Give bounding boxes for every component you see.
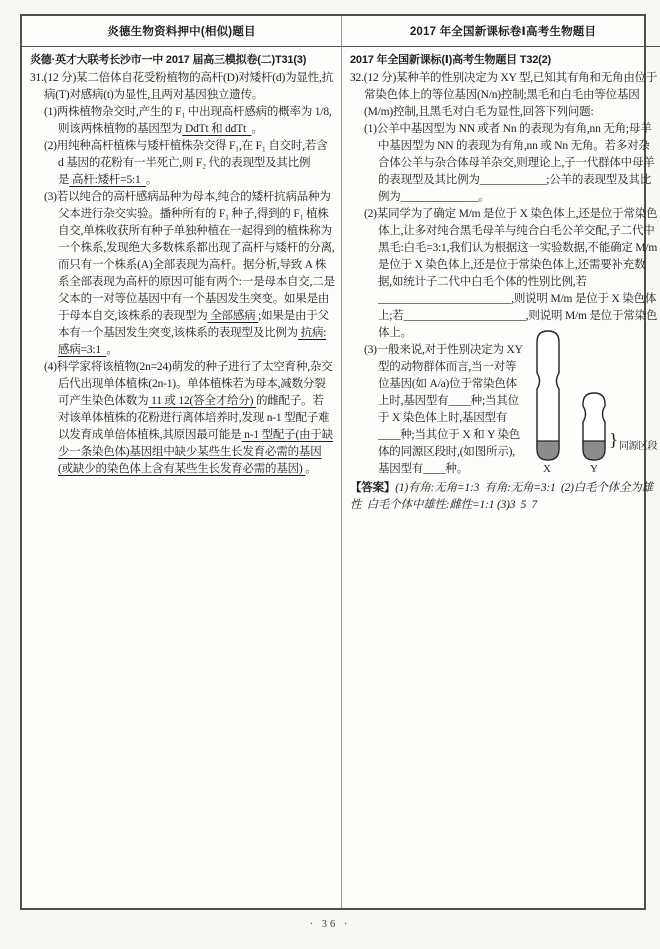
text-run: (1)公羊中基因型为 NN 或者 Nn 的表现为有角,nn 无角;母羊中基因型为 NN 的表现为有角,nn 或 Nn 无角。若多对杂合体公羊与杂合体母羊杂交,则理论上,子一代群体中母羊的表现型及其比例为____________;公羊的表现型及其比例为______________。 (364, 123, 655, 203)
text-run: 。 (145, 174, 158, 186)
text-run: 。 (305, 463, 317, 475)
text-run: 。 (251, 123, 263, 135)
homologous-region-brace: } (609, 430, 618, 451)
question-32-stem (350, 70, 658, 121)
question-32-part-3-text (350, 342, 524, 478)
text-run: (4)科学家将该植物(2n=24)萌发的种子进行了太空育种,杂交后代出现单体植株(2n-1)。单体植株若为母本,减数分裂可产生染色体数为 (44, 361, 333, 407)
x-chromosome-homologous-tip (537, 441, 559, 460)
question-31-part-1 (30, 104, 335, 138)
text-run: (1)有角:无角=1:3 有角:无角=3:1 (2)白毛个体全为雄性 白毛个体中雄性:雌性=1:1 (3)3 5 7 (350, 482, 653, 511)
text-run: ;如果是由于父本有一个基因发生突变,该株系的表现型及比例为 (58, 310, 329, 339)
filled-blank-answer: n-1 型配子(由于缺少一条染色体)基因组中缺少某些生长发育必需的基因(或缺少的染色体上含有某些生长发育必需的基因) (58, 429, 333, 475)
question-31-part-4 (30, 359, 335, 478)
y-chromosome-homologous-tip (583, 441, 605, 460)
question-32-part-1 (350, 121, 658, 206)
filled-blank-answer: 高杆:矮杆=5:1 (69, 174, 146, 186)
x-chromosome-label: X (543, 463, 551, 475)
header-left-source: 炎德生物资料押中(相似)题目 (22, 16, 342, 47)
text-run: 。 (106, 344, 118, 356)
filled-blank-answer: 全部感病 (207, 310, 259, 322)
text-run: (2)某同学为了确定 M/m 是位于 X 染色体上,还是位于常染色体上,让多对纯合黑毛母羊与纯合白毛公羊交配,子二代中黑毛:白毛=3:1,我们认为根据这一实验数据,不能确定 M/m 是位于 X 染色体上,还是位于常染色体上,还需要补充数据,如统计子二代中白毛个体的性别比例,若________________________,则说明 M/m 是位于 X 染色体上;若______________________,则说明 M/m 是位于常染色体上。 (364, 208, 658, 339)
question-31-part-3 (30, 189, 335, 359)
question-32-part-3 (350, 342, 524, 478)
right-question-cell (342, 47, 660, 908)
text-run: 的雌配子。若对该单体植株的花粉进行离体培养时,发现 n-1 型配子难以发育成单倍体植株,其原因最可能是 (58, 395, 330, 441)
answer-text (350, 480, 658, 514)
question-31-part-2 (30, 138, 335, 189)
text-run: (3)一般来说,对于性别决定为 XY 型的动物群体而言,当一对等位基因(如 A/a)位于常染色体上时,基因型有____种;当其位于 X 染色体上时,基因型有____种;当其位于 X 和 Y 染色体的同源区段时,(如图所示),基因型有____种。 (364, 344, 523, 475)
left-subtitle: 炎德·英才大联考长沙市一中 2017 届高三模拟卷(二)T31(3) (30, 54, 307, 66)
filled-blank-answer: DdTt 和 ddTt (182, 123, 252, 135)
question-31-stem (30, 70, 335, 104)
question-32-part-2 (350, 206, 658, 342)
text-run: 32.(12 分)某种羊的性别决定为 XY 型,已知其有角和无角由位于常染色体上的等位基因(N/n)控制;黑毛和白毛由等位基因(M/m)控制,且黑毛对白毛为显性,回答下列问题: (350, 72, 658, 118)
page-number: · 36 · (309, 919, 351, 930)
text-run: 【答案】 (350, 482, 396, 494)
right-subtitle: 2017 年全国新课标(Ⅰ)高考生物题目 T32(2) (350, 54, 551, 66)
chromosome-figure (526, 328, 658, 480)
text-run: (3)若以纯合的高杆感病品种为母本,纯合的矮杆抗病品种为父本进行杂交实验。播种所有的 F₁ 种子,得到的 F₁ 植株自交,单株收获所有种子单独种植在一起得到的植株称为一个株系,发现绝大多数株系都出现了高杆与矮杆的分离,而只有一个株系(A)全部表现为高杆。据分析,导致 A 株系全部表现为高杆的原因可能有两个:一是母本自交,二是父本的一对等位基因中有一个基因发生突变。如果是由于母本自交,该株系的表现型为 (44, 191, 335, 322)
comparison-table (20, 14, 658, 910)
filled-blank-answer: 11 或 12(答全才给分) (148, 395, 256, 407)
y-chromosome-label: Y (590, 463, 598, 475)
left-question-body (30, 70, 335, 478)
text-run: (2)用纯种高杆植株与矮杆植株杂交得 F₁,在 F₁ 自交时,若含 d 基因的花粉有一半死亡,则 F₂ 代的表现型及其比例是 (44, 140, 328, 186)
text-run: 31.(12 分)某二倍体自花受粉植物的高杆(D)对矮杆(d)为显性,抗病(T)对感病(t)为显性,且两对基因独立遗传。 (30, 72, 333, 101)
chromosome-diagram (526, 328, 611, 463)
question-32-part-3-row (350, 342, 658, 480)
homologous-region-label: 同源区段 (619, 441, 657, 452)
text-run: (1)两株植物杂交时,产生的 F₁ 中出现高杆感病的概率为 1/8,则该两株植物的基因型为 (44, 106, 332, 135)
answer-section (350, 480, 658, 514)
filled-blank-answer: 抗病:感病=3:1 (58, 327, 327, 356)
right-question-body (350, 70, 658, 342)
left-question-cell (22, 47, 342, 908)
header-right-source: 2017 年全国新课标卷Ⅰ高考生物题目 (342, 16, 660, 47)
